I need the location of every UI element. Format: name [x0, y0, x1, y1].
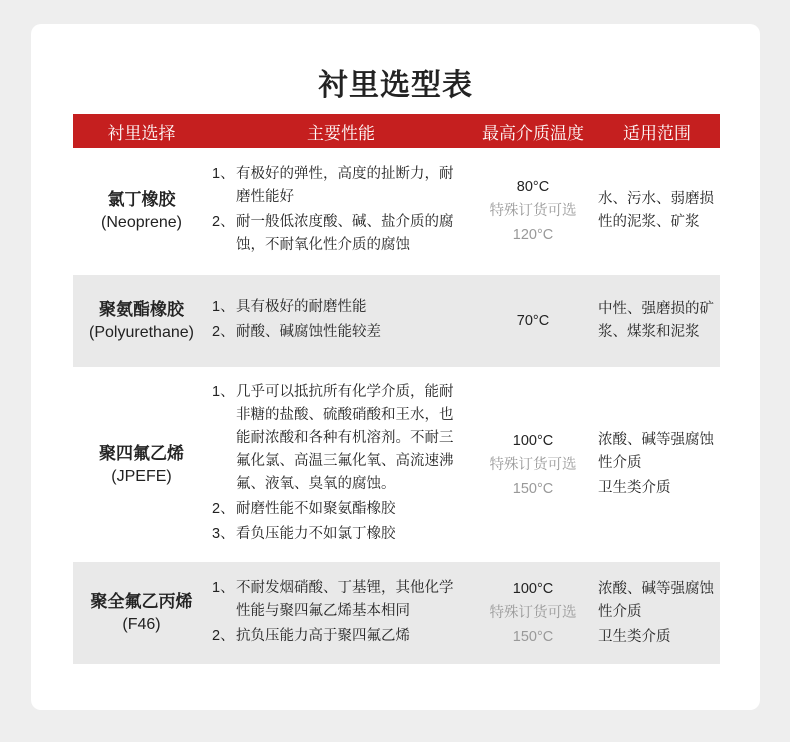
special-order-note: 特殊订货可选	[489, 456, 577, 473]
special-order-note: 特殊订货可选	[489, 203, 577, 219]
lining-name-en: (JPEFE)	[111, 467, 172, 485]
performance-cell	[210, 148, 472, 274]
temperature-cell	[472, 148, 594, 274]
application-cell	[594, 275, 720, 367]
item-text: 抗负压能力高于聚四氟乙烯	[236, 627, 410, 644]
item-text: 耐酸、碱腐蚀性能较差	[236, 324, 381, 340]
optional-temp: 120°C	[512, 227, 554, 243]
item-text: 耐一般低浓度酸、碱、盐介质的腐蚀，不耐氧化性介质的腐蚀	[236, 214, 454, 253]
lining-name-en: (Polyurethane)	[89, 324, 194, 341]
item-number: 2、	[212, 214, 235, 230]
application-text: 浓酸、碱等强腐蚀性介质	[598, 580, 714, 620]
list-item	[210, 523, 466, 546]
application-text: 浓酸、碱等强腐蚀性介质	[598, 432, 714, 471]
performance-cell	[210, 275, 472, 367]
lining-name	[73, 148, 210, 274]
list-item	[210, 498, 466, 521]
max-temp: 80°C	[516, 179, 550, 195]
item-number: 2、	[212, 324, 235, 340]
page-title: 衬里选型表	[318, 69, 473, 102]
header-max-temp: 最高介质温度	[482, 123, 584, 143]
table-row	[73, 275, 720, 367]
lining-name-en: (Neoprene)	[101, 214, 182, 231]
performance-cell	[210, 562, 472, 664]
item-text: 几乎可以抵抗所有化学介质，能耐非糖的盐酸、硫酸硝酸和王水，也能耐浓酸和各种有机溶剂。不耐三氟化氯、高温三氟化氧、高流速沸氟、液氧、臭氧的腐蚀。	[236, 384, 454, 492]
performance-cell	[210, 368, 472, 561]
item-number: 1、	[212, 299, 235, 315]
item-number: 1、	[212, 166, 235, 182]
table-row	[73, 562, 720, 664]
max-temp: 100°C	[512, 581, 554, 597]
list-item	[210, 163, 466, 209]
lining-name	[73, 562, 210, 664]
item-number: 2、	[212, 501, 235, 517]
table-row	[73, 368, 720, 561]
item-number: 1、	[212, 579, 235, 596]
temperature-cell	[472, 368, 594, 561]
list-item	[210, 296, 466, 319]
item-number: 1、	[212, 384, 235, 400]
application-text: 中性、强磨损的矿浆、煤浆和泥浆	[598, 301, 714, 340]
header-lining: 衬里选择	[107, 123, 176, 143]
optional-temp: 150°C	[512, 480, 554, 497]
selection-table	[73, 114, 720, 664]
list-item	[210, 321, 466, 344]
application-cell	[594, 148, 720, 274]
item-text: 有极好的弹性，高度的扯断力，耐磨性能好	[236, 166, 454, 205]
list-item	[210, 577, 466, 623]
table-row	[73, 148, 720, 274]
lining-name-cn: 聚全氟乙丙烯	[90, 592, 193, 611]
list-item	[210, 625, 466, 648]
max-temp: 70°C	[516, 313, 550, 329]
header-performance: 主要性能	[307, 123, 375, 143]
lining-name-cn: 聚四氟乙烯	[99, 443, 184, 463]
lining-name-cn: 聚氨酯橡胶	[99, 300, 184, 319]
application-cell	[594, 562, 720, 664]
item-number: 3、	[212, 526, 235, 542]
special-order-note: 特殊订货可选	[489, 605, 577, 621]
lining-name-en: (F46)	[122, 616, 161, 633]
table-header	[73, 114, 720, 148]
application-text: 卫生类介质	[598, 628, 671, 645]
item-number: 2、	[212, 627, 235, 644]
max-temp: 100°C	[512, 432, 554, 449]
application-cell	[594, 368, 720, 561]
temperature-cell	[472, 562, 594, 664]
lining-name-cn: 氯丁橡胶	[107, 190, 176, 209]
lining-name	[73, 275, 210, 367]
optional-temp: 150°C	[512, 629, 554, 645]
list-item	[210, 211, 466, 257]
item-text: 不耐发烟硝酸、丁基锂，其他化学性能与聚四氟乙烯基本相同	[236, 579, 454, 619]
lining-name	[73, 368, 210, 561]
application-text: 水、污水、弱磨损性的泥浆、矿浆	[598, 191, 714, 230]
application-text: 卫生类介质	[598, 480, 671, 496]
item-text: 具有极好的耐磨性能	[236, 299, 367, 315]
header-application: 适用范围	[623, 123, 691, 143]
item-text: 看负压能力不如氯丁橡胶	[236, 526, 396, 542]
card	[31, 24, 760, 710]
item-text: 耐磨性能不如聚氨酯橡胶	[236, 501, 396, 517]
temperature-cell	[472, 275, 594, 367]
list-item	[210, 381, 466, 496]
